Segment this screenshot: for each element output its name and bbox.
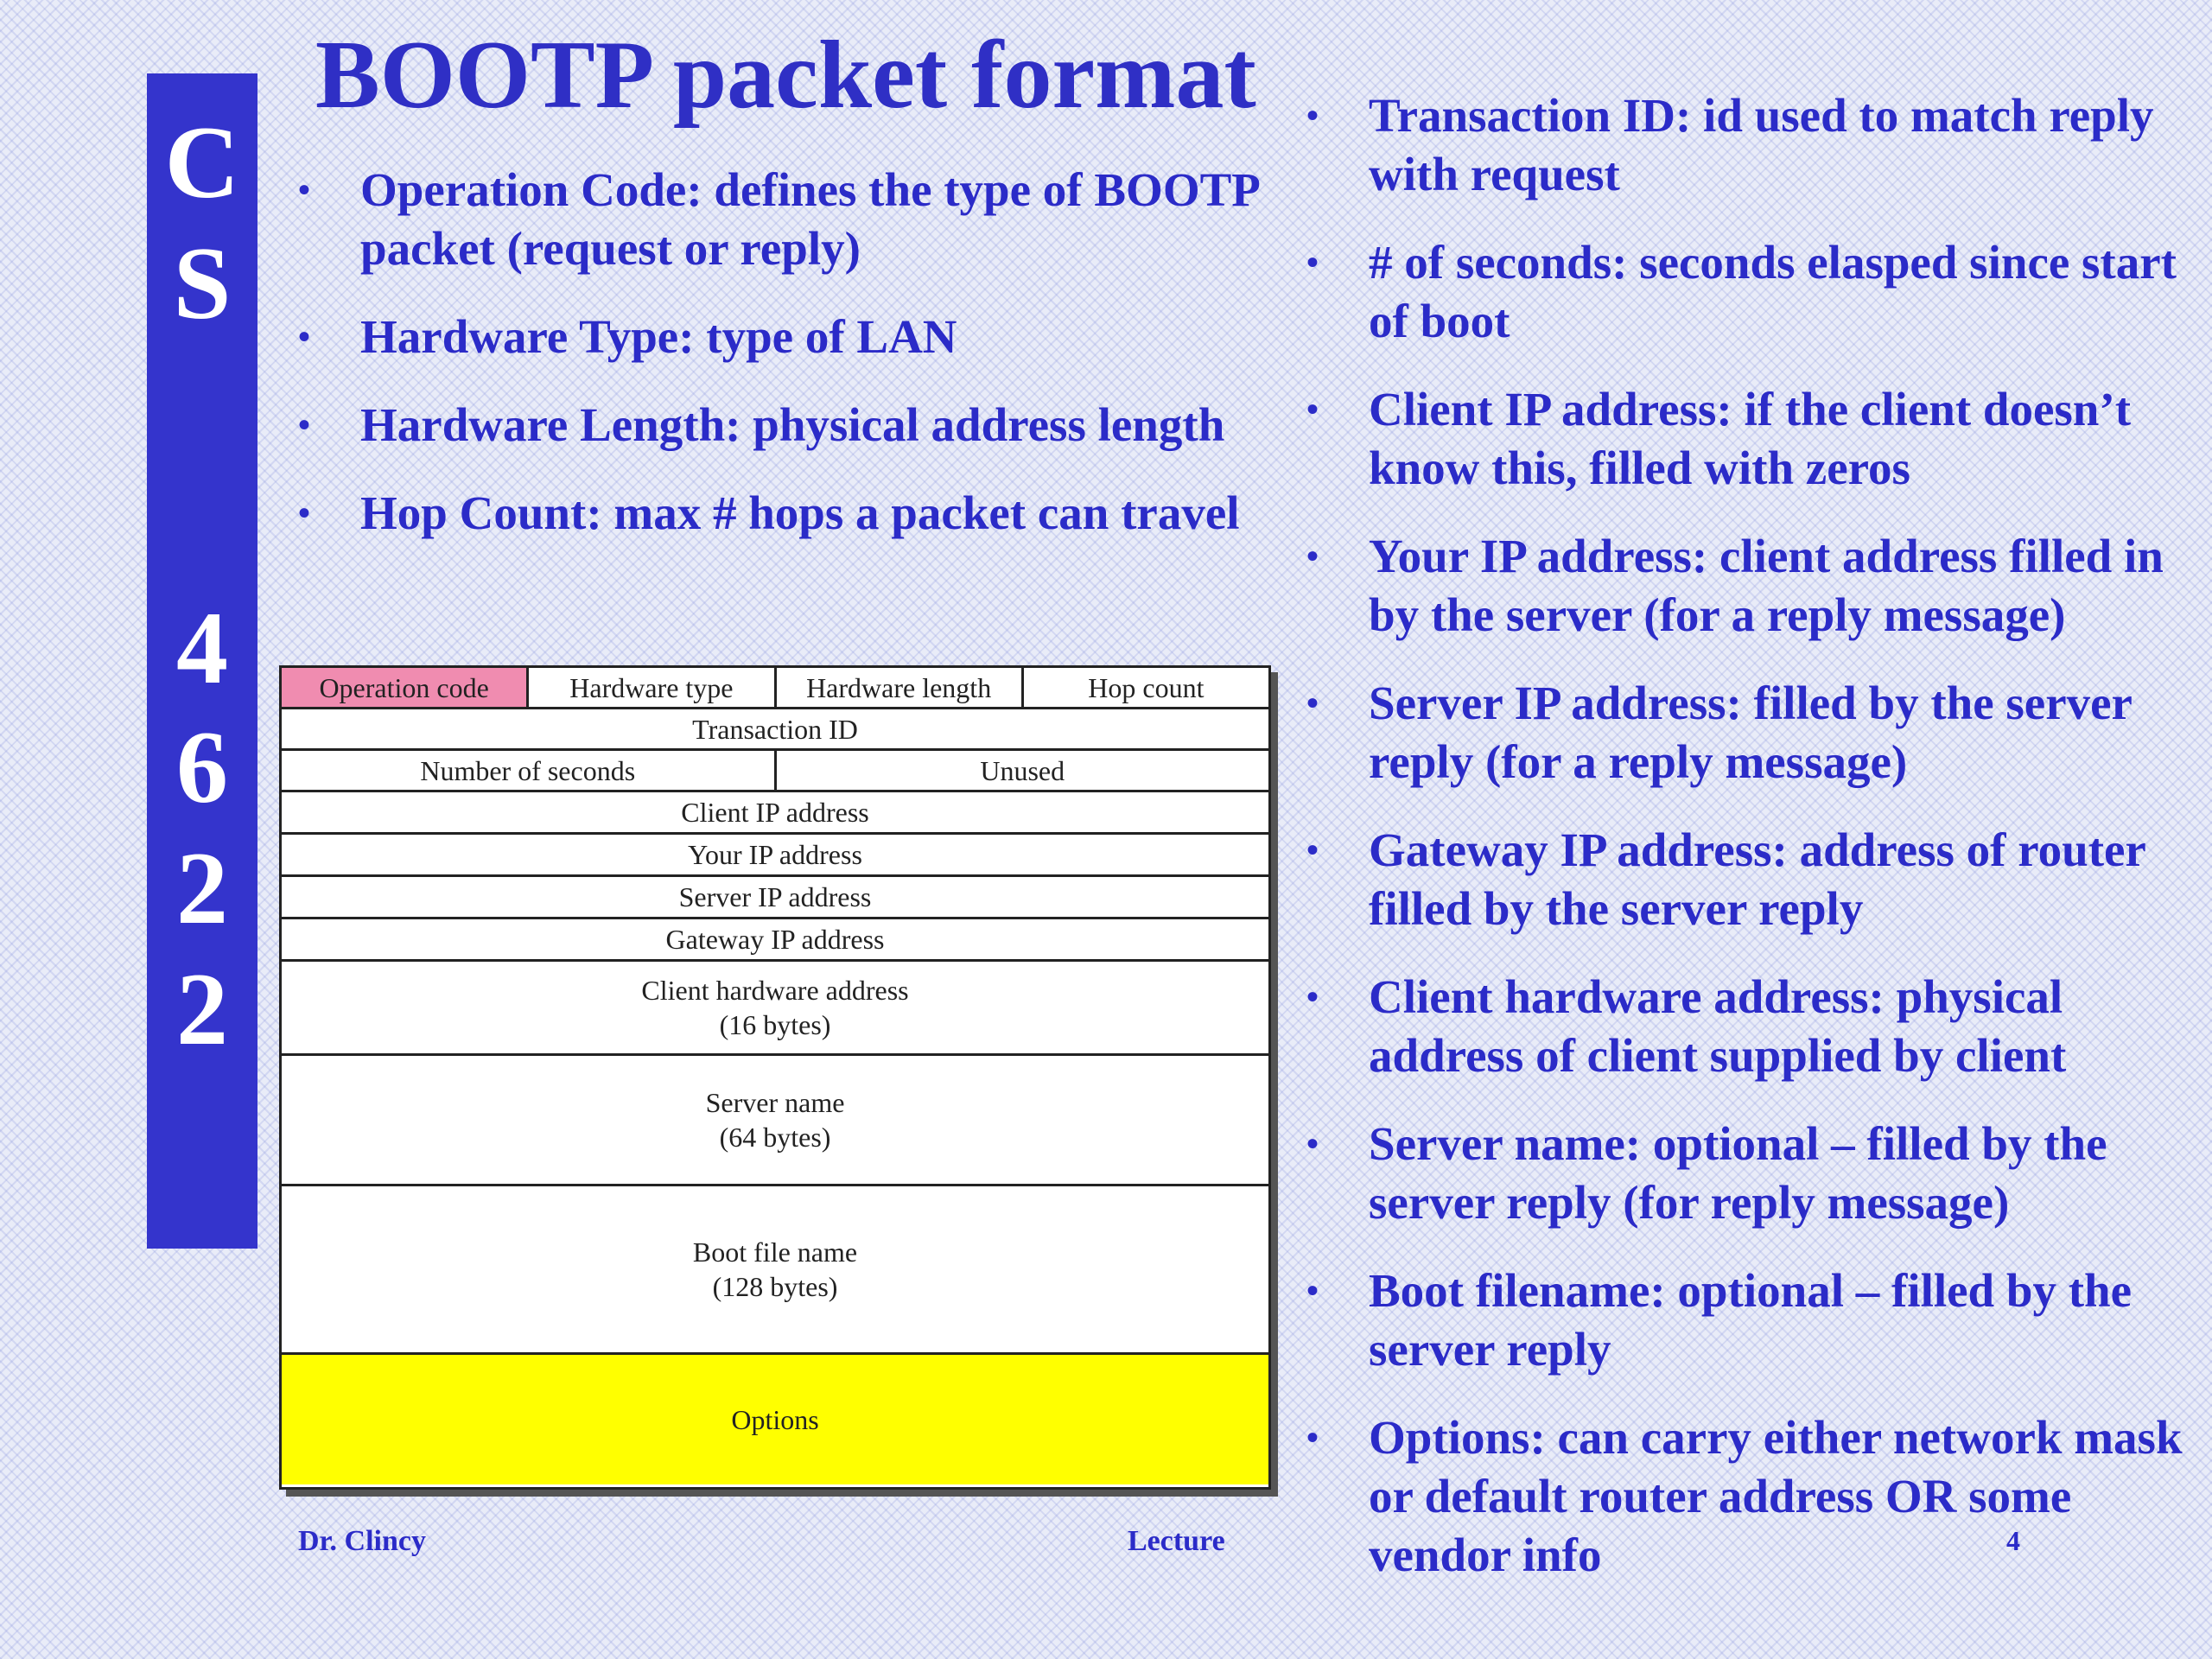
packet-row-server-ip <box>282 877 1268 919</box>
bullet-transaction-id: • Transaction ID: id used to match reply with request <box>1306 86 2205 204</box>
footer-page-number: 4 <box>2006 1525 2020 1556</box>
slide-title: BOOTP packet format <box>315 22 1256 129</box>
packet-row-gateway-ip <box>282 919 1268 962</box>
bullet-dot-icon: • <box>1306 977 1319 1016</box>
bullet-hardware-type: • Hardware Type: type of LAN <box>298 308 1300 366</box>
bullet-dot-icon: • <box>298 317 311 356</box>
field-gateway-ip: Gateway IP address <box>665 924 885 955</box>
field-client-hw-size: (16 bytes) <box>719 1009 831 1040</box>
bullet-dot-icon: • <box>1306 1271 1319 1310</box>
field-hardware-type: Hardware type <box>529 668 776 707</box>
bullet-dot-icon: • <box>1306 96 1319 135</box>
footer-lecture: Lecture <box>1128 1525 1225 1557</box>
bullet-hop-count: • Hop Count: max # hops a packet can travel <box>298 484 1300 543</box>
course-letter-s: S <box>173 226 232 340</box>
bullet-server-ip: • Server IP address: filled by the server reply (for a reply message) <box>1306 674 2205 791</box>
field-options: Options <box>282 1355 1268 1484</box>
field-transaction-id: Transaction ID <box>692 713 858 745</box>
field-boot-file-size: (128 bytes) <box>712 1271 838 1302</box>
packet-row-transaction-id <box>282 709 1268 751</box>
bullet-dot-icon: • <box>298 405 311 444</box>
bullet-operation-code: • Operation Code: defines the type of BOOTP packet (request or reply) <box>298 161 1300 278</box>
field-boot-file-name <box>282 1186 1268 1352</box>
bullet-dot-icon: • <box>1306 683 1319 722</box>
field-boot-file-label: Boot file name <box>692 1236 858 1268</box>
packet-row-header-fields <box>282 668 1268 709</box>
field-server-name <box>282 1056 1268 1184</box>
bullet-dot-icon: • <box>1306 537 1319 575</box>
bullet-dot-icon: • <box>298 493 311 532</box>
field-operation-code: Operation code <box>282 668 529 707</box>
bullet-dot-icon: • <box>1306 390 1319 429</box>
footer-author: Dr. Clincy <box>298 1525 426 1557</box>
course-digit-4: 4 <box>176 590 228 705</box>
packet-row-client-ip <box>282 792 1268 835</box>
bullet-server-name: • Server name: optional – filled by the server reply (for reply message) <box>1306 1115 2205 1232</box>
field-server-name-label: Server name <box>705 1087 845 1118</box>
packet-row-boot-file <box>282 1186 1268 1355</box>
field-client-hw-address <box>282 962 1268 1053</box>
bullet-gateway-ip: • Gateway IP address: address of router filled by the server reply <box>1306 821 2205 938</box>
bootp-packet-diagram <box>279 665 1271 1490</box>
packet-row-server-name <box>282 1056 1268 1186</box>
course-digit-6: 6 <box>176 709 228 824</box>
packet-row-seconds <box>282 751 1268 792</box>
bullet-hardware-length: • Hardware Length: physical address length <box>298 396 1300 454</box>
bullet-your-ip: • Your IP address: client address filled in by the server (for a reply message) <box>1306 527 2205 645</box>
packet-row-your-ip <box>282 835 1268 877</box>
course-digit-2b: 2 <box>176 951 228 1066</box>
bullet-dot-icon: • <box>1306 830 1319 869</box>
field-client-ip: Client IP address <box>681 797 869 828</box>
field-hop-count: Hop count <box>1088 671 1205 703</box>
bullet-dot-icon: • <box>298 170 311 209</box>
field-your-ip: Your IP address <box>688 839 862 870</box>
course-digit-2a: 2 <box>176 830 228 945</box>
bullet-client-hw: • Client hardware address: physical address of client supplied by client <box>1306 968 2205 1085</box>
field-server-name-size: (64 bytes) <box>719 1122 831 1153</box>
field-hardware-length: Hardware length <box>777 668 1024 707</box>
bullet-boot-filename: • Boot filename: optional – filled by the server reply <box>1306 1262 2205 1379</box>
bullet-seconds: • # of seconds: seconds elasped since start of boot <box>1306 233 2205 351</box>
bullet-client-ip: • Client IP address: if the client doesn’t know this, filled with zeros <box>1306 380 2205 498</box>
packet-row-client-hw <box>282 962 1268 1056</box>
field-client-hw-label: Client hardware address <box>641 975 909 1006</box>
left-bullet-list <box>298 161 1300 572</box>
packet-row-options <box>282 1355 1268 1484</box>
field-number-of-seconds: Number of seconds <box>282 751 777 790</box>
field-server-ip: Server IP address <box>678 881 872 912</box>
course-letter-c: C <box>164 105 240 219</box>
bullet-dot-icon: • <box>1306 1124 1319 1163</box>
right-bullet-list <box>1306 86 2205 1614</box>
course-sidebar <box>147 73 257 1249</box>
field-unused: Unused <box>980 754 1065 786</box>
bullet-options: • Options: can carry either network mask or default router address OR some vendor info <box>1306 1408 2205 1585</box>
bullet-dot-icon: • <box>1306 243 1319 282</box>
bullet-dot-icon: • <box>1306 1418 1319 1457</box>
